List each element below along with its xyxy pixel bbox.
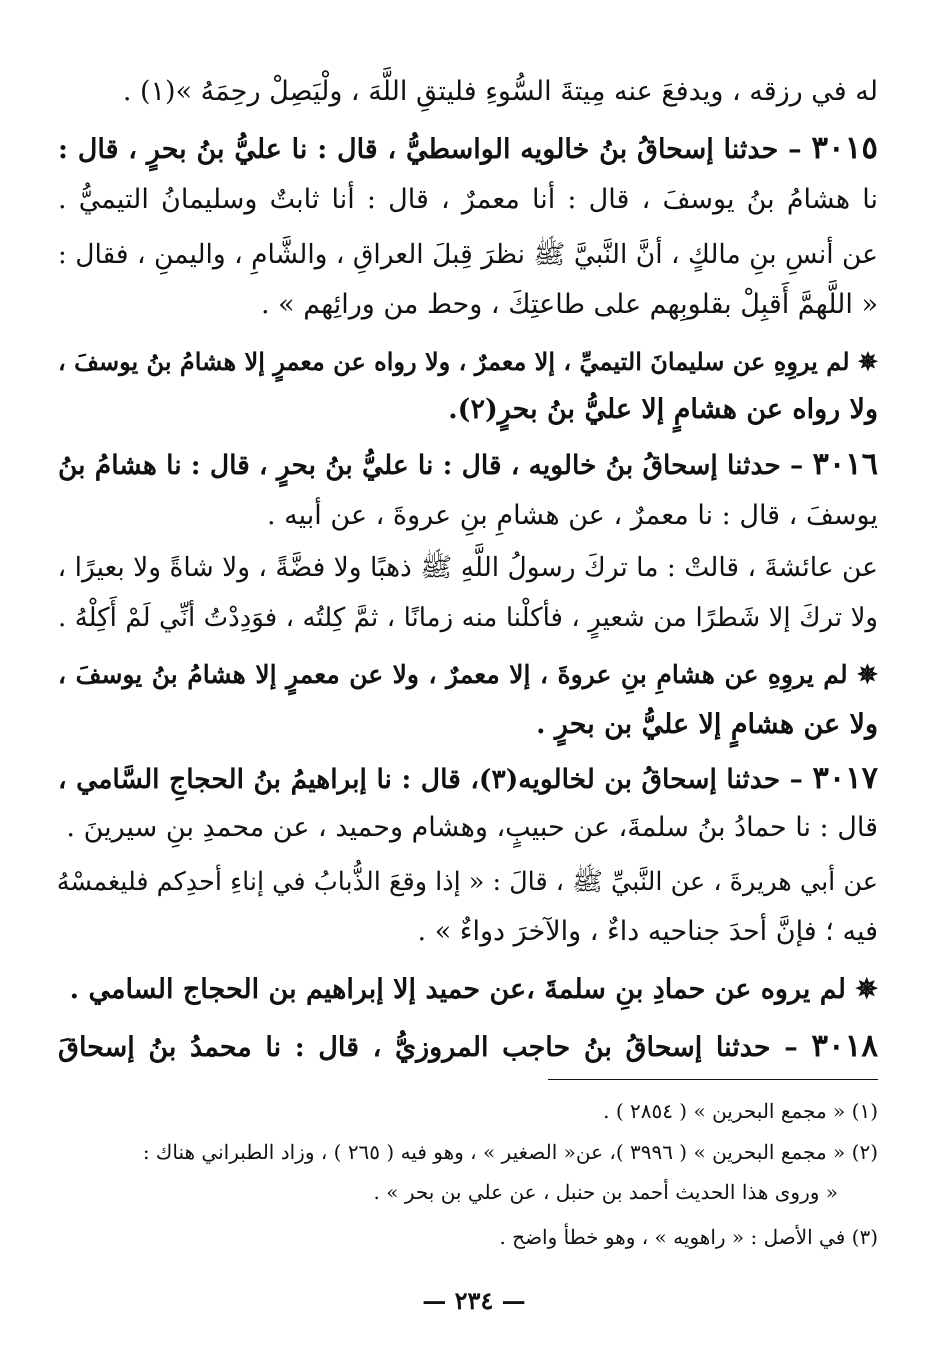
text-line: قال : نا حمادُ بنُ سلمةَ، عن حبيبٍ، وهشام وحميد ، عن محمدِ بنِ سيرينَ . <box>66 812 878 843</box>
hadith-heading: ٣٠١٥ – حدثنا إسحاقُ بنُ خالويه الواسطيُّ ، قال : نا عليُّ بنُ بحرٍ ، قال : <box>58 130 878 166</box>
hadith-number: ٣٠١٨ <box>811 1028 878 1064</box>
text-line: « اللَّهمَّ أَقبِلْ بقلوبِهم على طاعتِكَ ، وحط من ورائِهم » . <box>261 289 878 320</box>
text-line: عن أبي هريرةَ ، عن النَّبيِّ ﷺ ، قالَ : « إذا وقعَ الذُّبابُ في إناءِ أحدِكم فليغمسْهُ <box>56 867 878 897</box>
hadith-number: ٣٠١٥ <box>811 130 878 166</box>
commentary-line: ولا عن هشامٍ إلا عليُّ بن بحرٍ . <box>536 709 878 740</box>
text-line: له في رزقه ، ويدفعَ عنه مِيتةَ السُّوءِ فليتقِ اللَّهَ ، ولْيَصِلْ رحِمَهُ »(١) . <box>122 76 878 107</box>
commentary-line: ✵ لم يروِهِ عن سليمانَ التيميِّ ، إلا معمرٌ ، ولا رواه عن معمرٍ إلا هشامُ بنُ يوسفَ ، <box>58 347 878 376</box>
commentary-line: ولا رواه عن هشامٍ إلا عليُّ بنُ بحرٍ(٢). <box>448 394 878 425</box>
footnote: (١) « مجمع البحرين » ( ٢٨٥٤ ) . <box>603 1099 878 1123</box>
footnote: (٣) في الأصل : « راهويه » ، وهو خطأ واضح . <box>499 1225 878 1249</box>
footnote: (٢) « مجمع البحرين » ( ٣٩٩٦ )، عن« الصغير » ، وهو فيه ( ٢٦٥ ) ، وزاد الطبراني هناك : <box>142 1140 878 1164</box>
hadith-number: ٣٠١٧ <box>812 760 878 796</box>
text-line: يوسفَ ، قال : نا معمرٌ ، عن هشامِ بنِ عروةَ ، عن أبيه . <box>267 500 878 531</box>
commentary-line: ✵ لم يروِهِ عن هشامِ بنِ عروةَ ، إلا معمرٌ ، ولا عن معمرٍ إلا هشامُ بنُ يوسفَ ، <box>58 660 878 689</box>
text-line: ولا تركَ إلا شَطرًا من شعيرٍ ، فأكلْنا منه زمانًا ، ثمَّ كِلتُه ، فوَدِدْتُ أنِّي لَمْ أَكِلْهُ . <box>58 603 878 633</box>
page-number: — ٢٣٤ — <box>422 1286 526 1315</box>
footnote-divider <box>548 1079 878 1080</box>
hadith-heading: ٣٠١٨ – حدثنا إسحاقُ بنُ حاجب المروزيُّ ، قال : نا محمدُ بنُ إسحاقَ <box>58 1028 878 1064</box>
text-line: فيه ؛ فإنَّ أحدَ جناحيه داءٌ ، والآخرَ دواءٌ » . <box>417 916 878 947</box>
hadith-number: ٣٠١٦ <box>812 446 878 482</box>
text-line: عن عائشةَ ، قالتْ : ما تركَ رسولُ اللَّهِ ﷺ ذهبًا ولا فضَّةً ، ولا شاةً ولا بعيرًا ، <box>57 552 878 583</box>
hadith-heading: ٣٠١٧ – حدثنا إسحاقُ بن لخالويه(٣)، قال : نا إبراهيمُ بنُ الحجاجِ السَّامي ، <box>58 760 878 796</box>
footnote-continuation: « وروى هذا الحديث أحمد بن حنبل ، عن علي بن بحر » . <box>373 1180 838 1204</box>
text-line: عن أنسِ بنِ مالكٍ ، أنَّ النَّبيَّ ﷺ نظرَ قِبلَ العراقِ ، والشَّامِ ، واليمنِ ، فقال : <box>57 239 878 270</box>
commentary-line: ✵ لم يروه عن حمادِ بنِ سلمةَ ،عن حميد إلا إبراهيم بن الحجاج السامي . <box>69 974 878 1005</box>
text-line: نا هشامُ بنُ يوسفَ ، قال : أنا معمرٌ ، قال : أنا ثابتٌ وسليمانُ التيميُّ . <box>58 184 878 215</box>
hadith-heading: ٣٠١٦ – حدثنا إسحاقُ بنُ خالويه ، قال : نا عليُّ بنُ بحرٍ ، قال : نا هشامُ بنُ <box>58 446 878 482</box>
